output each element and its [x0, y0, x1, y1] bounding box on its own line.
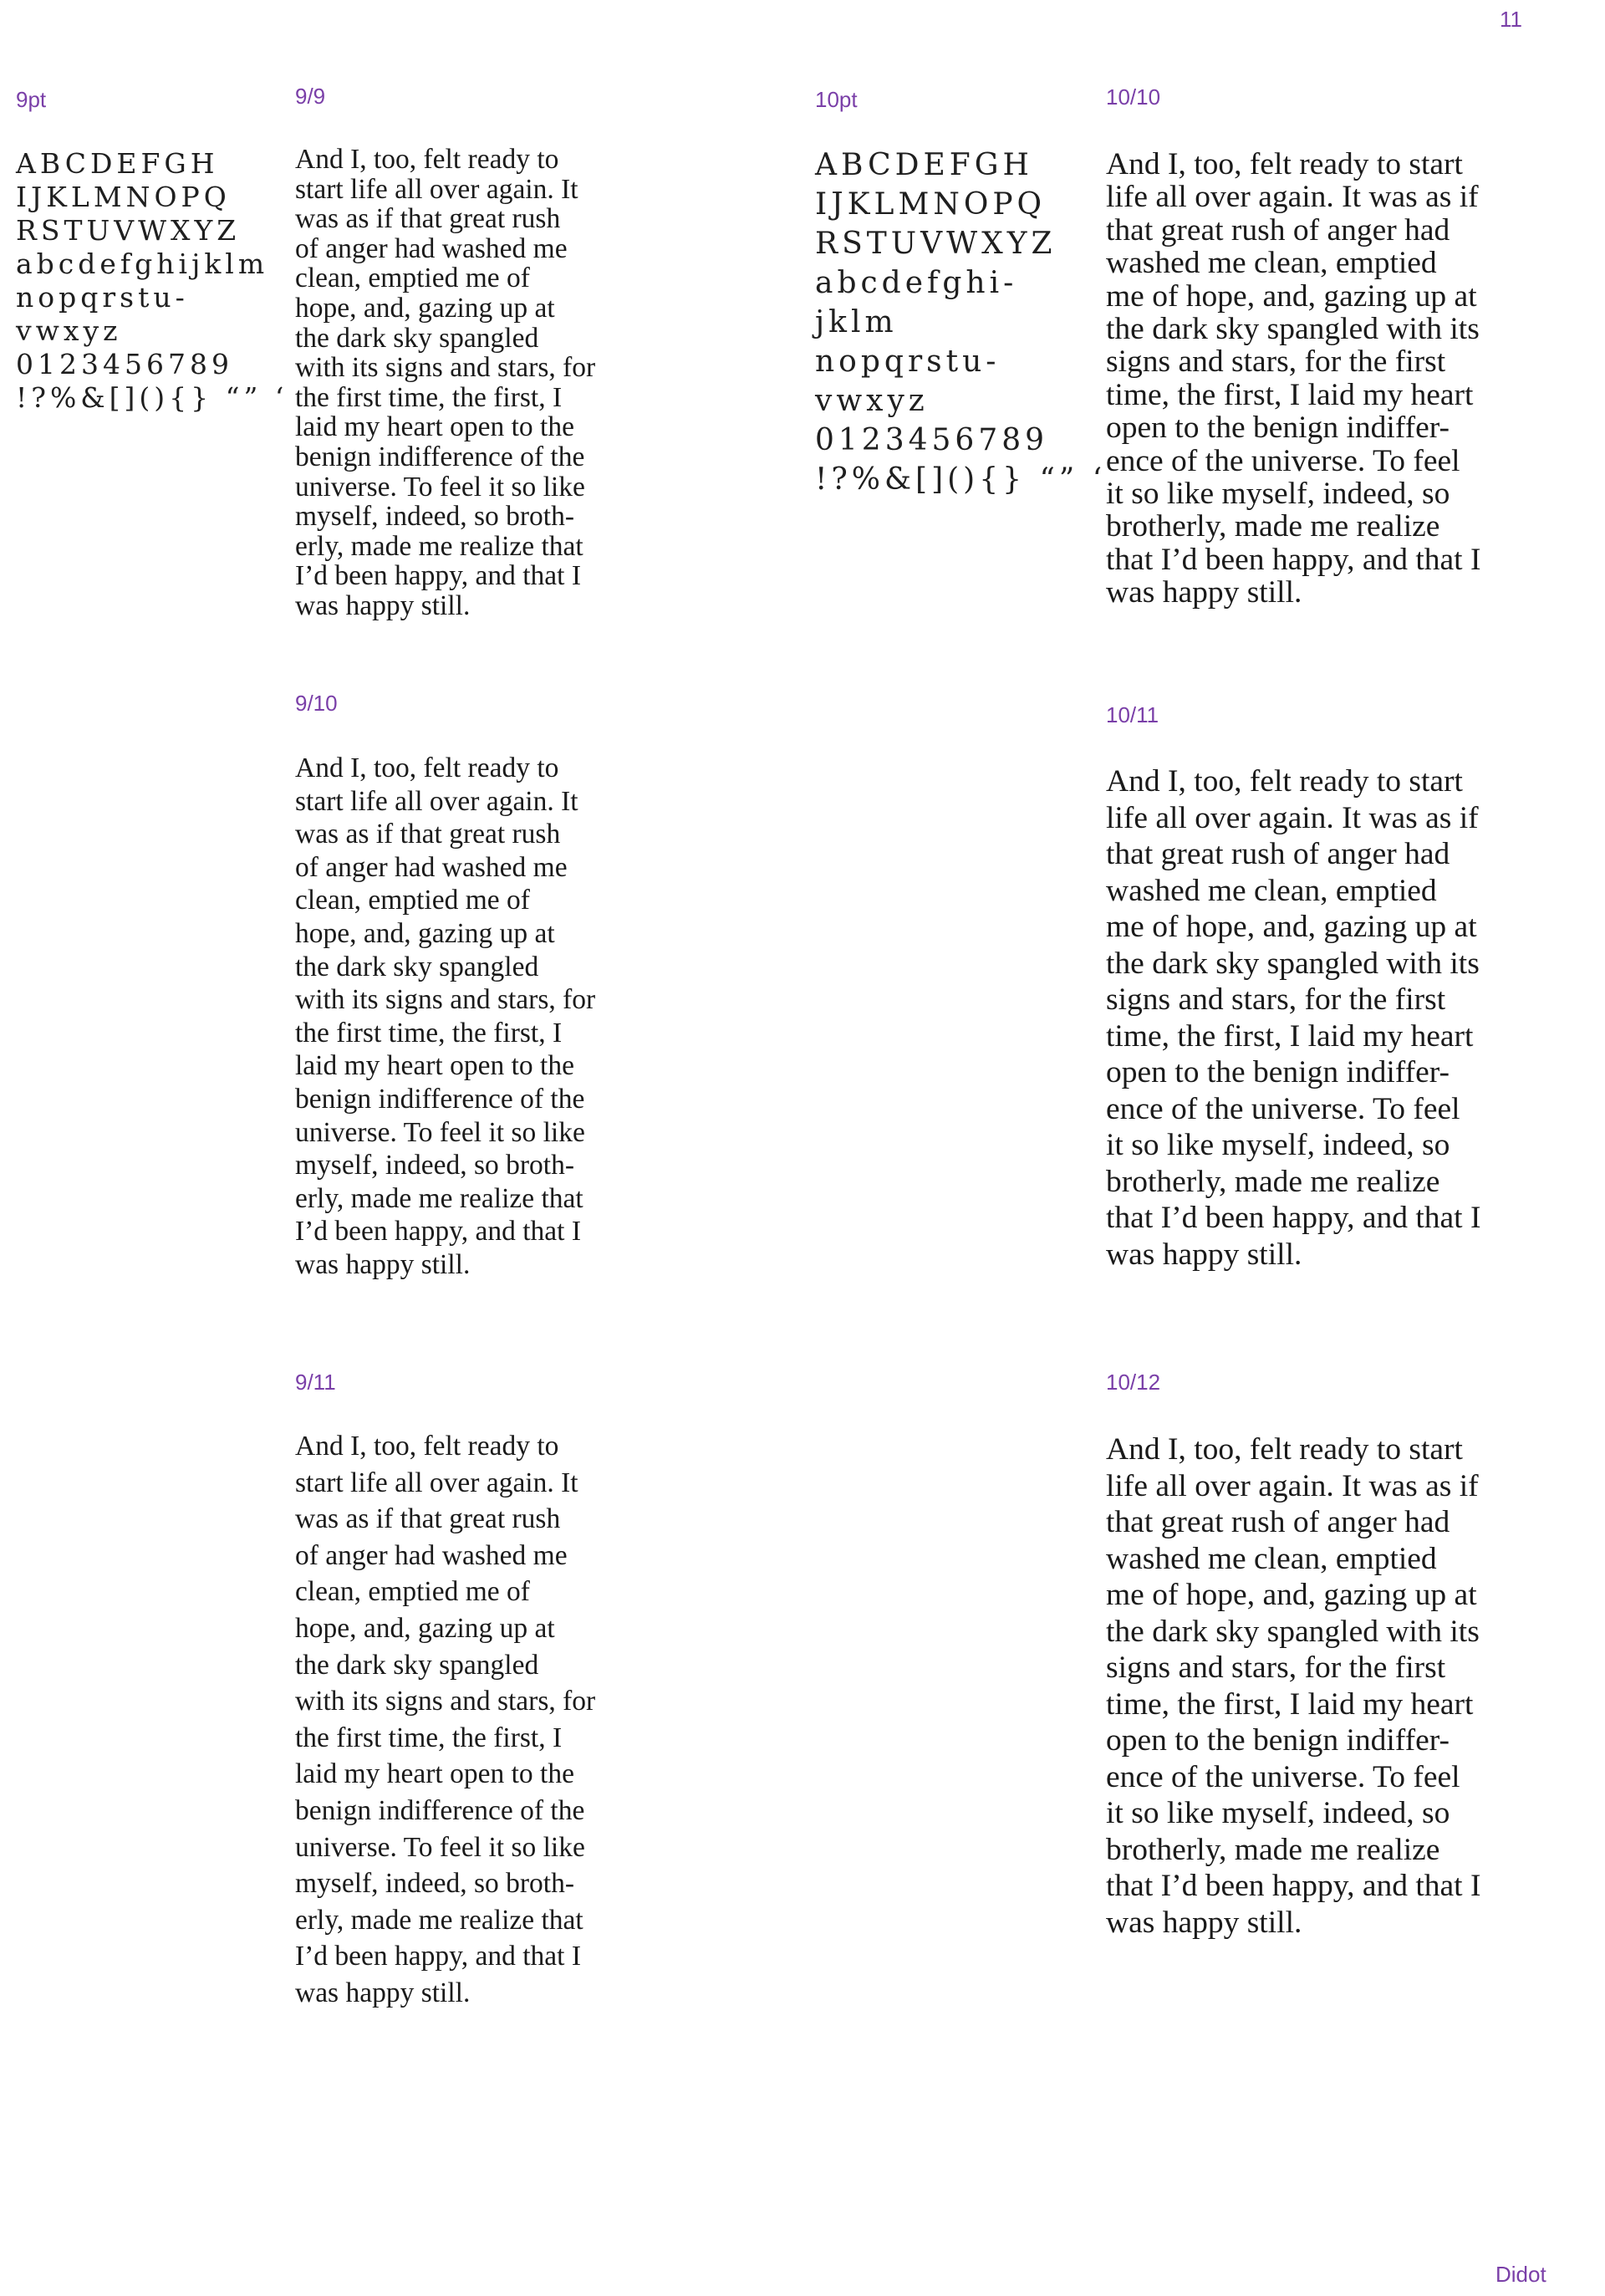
- text-line: clean, emptied me of: [295, 263, 530, 294]
- glyph-line: IJKLMNOPQ: [16, 181, 231, 213]
- text-line: signs and stars, for the first: [1106, 1651, 1446, 1685]
- text-line: washed me clean, emptied: [1106, 246, 1437, 281]
- glyph-line: !?%&[](){} “” ‘: [815, 462, 1107, 497]
- text-line: that great rush of anger had: [1106, 1505, 1450, 1539]
- text-line: life all over again. It was as if: [1106, 180, 1479, 215]
- text-line: that I’d been happy, and that I: [1106, 542, 1481, 577]
- text-line: was happy still.: [295, 589, 471, 621]
- text-line: open to the benign indiffer-: [1106, 1723, 1450, 1758]
- specimen-10pt-glyphs: [815, 145, 1106, 499]
- glyph-line: abcdefghi-: [815, 266, 1018, 300]
- text-line: clean, emptied me of: [295, 885, 530, 916]
- text-line: myself, indeed, so broth-: [295, 1150, 575, 1181]
- glyph-line: !?%&[](){} “” ‘: [16, 381, 288, 414]
- sample-10-10-label: 10/10: [1106, 84, 1161, 110]
- glyph-line: 0123456789: [815, 423, 1049, 457]
- text-line: brotherly, made me realize: [1106, 1164, 1440, 1199]
- text-line: that great rush of anger had: [1106, 837, 1450, 871]
- text-line: washed me clean, emptied: [1106, 1541, 1437, 1576]
- text-line: And I, too, felt ready to start: [1106, 147, 1463, 181]
- glyph-line: vwxyz: [815, 384, 929, 418]
- sample-10-10-text: [1106, 148, 1480, 610]
- glyph-line: vwxyz: [16, 314, 122, 347]
- page-number: 11: [1500, 7, 1522, 32]
- text-line: hope, and, gazing up at: [295, 1612, 555, 1644]
- text-line: laid my heart open to the: [295, 411, 574, 443]
- text-line: open to the benign indiffer-: [1106, 411, 1450, 446]
- text-line: with its signs and stars, for: [295, 352, 596, 384]
- text-line: time, the first, I laid my heart: [1106, 1018, 1474, 1054]
- text-line: me of hope, and, gazing up at: [1106, 1578, 1477, 1612]
- text-line: the dark sky spangled: [295, 951, 539, 982]
- text-line: laid my heart open to the: [295, 1050, 574, 1082]
- text-line: brotherly, made me realize: [1106, 509, 1440, 544]
- sample-10-11-label: 10/11: [1106, 702, 1159, 727]
- text-line: with its signs and stars, for: [295, 1686, 596, 1717]
- text-line: that great rush of anger had: [1106, 212, 1450, 247]
- text-line: I’d been happy, and that I: [295, 1941, 582, 1972]
- sample-9-9-label: 9/9: [295, 84, 326, 109]
- text-line: benign indifference of the: [295, 1083, 585, 1115]
- text-line: benign indifference of the: [295, 1794, 585, 1826]
- text-line: that I’d been happy, and that I: [1106, 1869, 1481, 1903]
- text-line: benign indifference of the: [295, 441, 585, 472]
- text-line: of anger had washed me: [295, 1539, 568, 1571]
- sample-9-10-text: [295, 752, 595, 1282]
- text-line: was as if that great rush: [295, 819, 561, 850]
- glyph-line: RSTUVWXYZ: [16, 214, 241, 247]
- text-line: the first time, the first, I: [295, 381, 563, 413]
- text-line: the dark sky spangled: [295, 1649, 539, 1681]
- text-line: life all over again. It was as if: [1106, 1468, 1479, 1503]
- text-line: was as if that great rush: [295, 203, 561, 235]
- specimen-10pt-label: 10pt: [815, 87, 858, 112]
- footer-font-name: Didot: [1495, 2262, 1546, 2287]
- text-line: hope, and, gazing up at: [295, 292, 555, 324]
- text-line: erly, made me realize that: [295, 1904, 583, 1936]
- sample-9-11-text: [295, 1428, 595, 2012]
- glyph-line: RSTUVWXYZ: [815, 227, 1057, 261]
- glyph-line: IJKLMNOPQ: [815, 187, 1047, 222]
- text-line: ence of the universe. To feel: [1106, 443, 1460, 478]
- text-line: universe. To feel it so like: [295, 1831, 585, 1863]
- text-line: hope, and, gazing up at: [295, 917, 555, 949]
- text-line: it so like myself, indeed, so: [1106, 477, 1450, 512]
- text-line: was happy still.: [1106, 575, 1302, 610]
- text-line: start life all over again. It: [295, 785, 578, 817]
- text-line: was happy still.: [295, 1248, 471, 1280]
- text-line: And I, too, felt ready to: [295, 753, 559, 783]
- text-line: the dark sky spangled with its: [1106, 312, 1480, 347]
- glyph-line: abcdefghijklm: [16, 247, 269, 280]
- text-line: was as if that great rush: [295, 1503, 561, 1535]
- text-line: ence of the universe. To feel: [1106, 1091, 1460, 1126]
- sample-9-10-label: 9/10: [295, 691, 338, 716]
- text-line: life all over again. It was as if: [1106, 800, 1479, 835]
- sample-9-11-label: 9/11: [295, 1370, 336, 1395]
- text-line: start life all over again. It: [295, 173, 578, 205]
- glyph-line: ABCDEFGH: [815, 148, 1033, 182]
- text-line: me of hope, and, gazing up at: [1106, 910, 1477, 944]
- text-line: of anger had washed me: [295, 232, 568, 264]
- specimen-9pt-glyphs: [16, 147, 288, 415]
- text-line: it so like myself, indeed, so: [1106, 1128, 1450, 1162]
- text-line: erly, made me realize that: [295, 1182, 583, 1214]
- text-line: ence of the universe. To feel: [1106, 1759, 1460, 1794]
- text-line: And I, too, felt ready to: [295, 1431, 559, 1462]
- specimen-9pt-label: 9pt: [16, 87, 47, 112]
- glyph-line: 0123456789: [16, 348, 233, 380]
- text-line: brotherly, made me realize: [1106, 1832, 1440, 1867]
- text-line: universe. To feel it so like: [295, 471, 585, 503]
- text-line: myself, indeed, so broth-: [295, 501, 575, 533]
- text-line: of anger had washed me: [295, 851, 568, 883]
- text-line: erly, made me realize that: [295, 530, 583, 562]
- text-line: the dark sky spangled: [295, 322, 539, 354]
- text-line: signs and stars, for the first: [1106, 982, 1446, 1017]
- glyph-line: ABCDEFGH: [16, 147, 219, 180]
- text-line: start life all over again. It: [295, 1467, 578, 1498]
- text-line: the dark sky spangled with its: [1106, 1614, 1480, 1649]
- text-line: I’d been happy, and that I: [295, 560, 582, 592]
- text-line: laid my heart open to the: [295, 1758, 574, 1790]
- text-line: was happy still.: [1106, 1237, 1302, 1272]
- text-line: myself, indeed, so broth-: [295, 1868, 575, 1900]
- text-line: open to the benign indiffer-: [1106, 1055, 1450, 1089]
- text-line: clean, emptied me of: [295, 1576, 530, 1608]
- text-line: signs and stars, for the first: [1106, 344, 1446, 380]
- text-line: that I’d been happy, and that I: [1106, 1201, 1481, 1235]
- text-line: with its signs and stars, for: [295, 984, 596, 1016]
- glyph-line: nopqrstu-: [16, 281, 189, 314]
- sample-10-12-text: [1106, 1431, 1480, 1941]
- text-line: was happy still.: [295, 1977, 471, 2008]
- text-line: time, the first, I laid my heart: [1106, 377, 1474, 412]
- text-line: was happy still.: [1106, 1905, 1302, 1940]
- text-line: And I, too, felt ready to start: [1106, 1432, 1463, 1467]
- sample-9-9-text: [295, 145, 595, 621]
- text-line: it so like myself, indeed, so: [1106, 1796, 1450, 1830]
- glyph-line: nopqrstu-: [815, 344, 1001, 379]
- text-line: washed me clean, emptied: [1106, 873, 1437, 908]
- sample-10-11-text: [1106, 763, 1480, 1273]
- sample-10-12-label: 10/12: [1106, 1370, 1161, 1395]
- text-line: the first time, the first, I: [295, 1017, 563, 1049]
- text-line: I’d been happy, and that I: [295, 1216, 582, 1247]
- text-line: And I, too, felt ready to: [295, 144, 559, 175]
- text-line: And I, too, felt ready to start: [1106, 764, 1463, 798]
- text-line: the first time, the first, I: [295, 1722, 563, 1753]
- text-line: universe. To feel it so like: [295, 1116, 585, 1148]
- text-line: time, the first, I laid my heart: [1106, 1686, 1474, 1722]
- text-line: the dark sky spangled with its: [1106, 946, 1480, 981]
- glyph-line: jklm: [815, 305, 898, 339]
- text-line: me of hope, and, gazing up at: [1106, 278, 1477, 314]
